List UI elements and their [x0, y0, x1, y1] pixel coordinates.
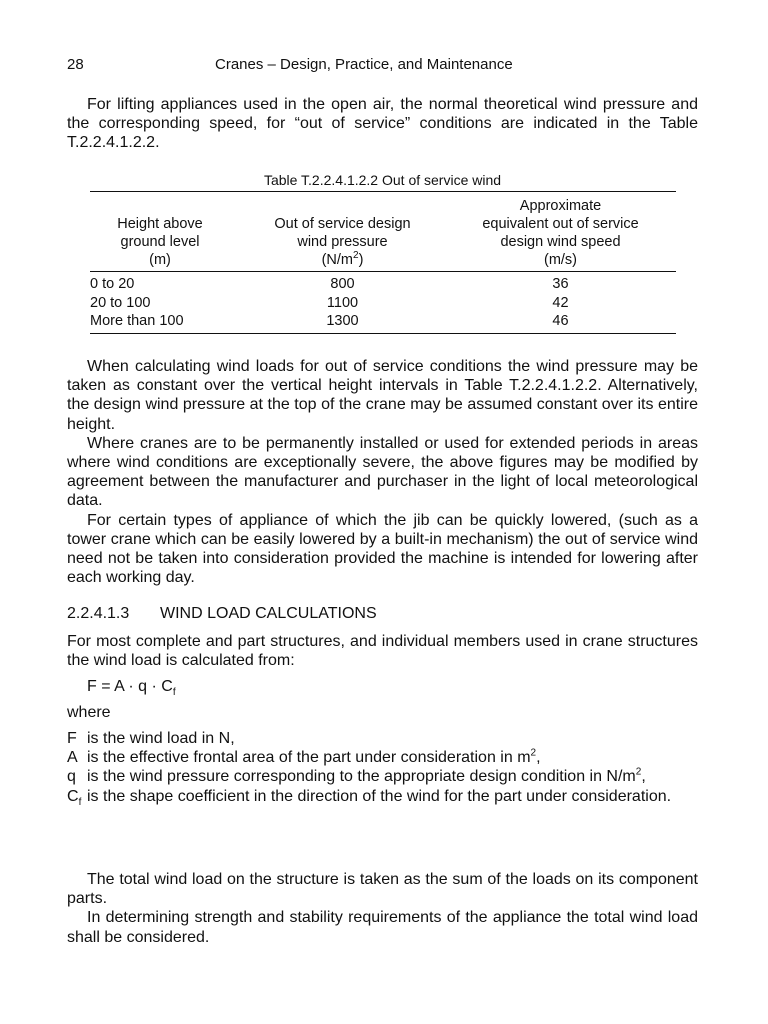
- table-row: [90, 294, 676, 313]
- header-height: Height above ground level (m): [117, 216, 203, 268]
- definition-symbol: F: [67, 730, 77, 747]
- cell-height: 20 to 100: [90, 294, 151, 311]
- cell-pressure: 800: [330, 276, 355, 292]
- where-label: where: [67, 704, 111, 721]
- intro-paragraph: For lifting appliances used in the open air, the normal theoretical wind pressure and the corresponding speed, for “out of service” conditions are indicated in the Table T.2.2.4.1.2.2.: [67, 96, 698, 152]
- cell-pressure: 1100: [326, 294, 359, 311]
- cell-pressure: 1300: [326, 313, 359, 329]
- definition-item: [67, 787, 698, 806]
- paragraph: Where cranes are to be permanently installed or used for extended periods in areas where wind conditions are exceptionally severe, the above figures may be modified by agreement between the manufacturer and purchaser in the light of local meteorological data.: [67, 434, 698, 510]
- definition-symbol: q: [67, 768, 76, 786]
- table-caption: Table T.2.2.4.1.2.2 Out of service wind: [263, 172, 502, 188]
- page-number: 28: [67, 56, 84, 73]
- section-intro: For most complete and part structures, and individual members used in crane structures the wind load is calculated from:: [67, 633, 698, 670]
- table-row: [90, 312, 676, 333]
- table-header-row: [90, 192, 676, 272]
- paragraph: When calculating wind loads for out of service conditions the wind pressure may be taken as constant over the vertical height intervals in Table T.2.2.4.1.2.2. Alternatively, the design wind pressure at the top of the crane may be assumed constant over its entire height.: [67, 358, 698, 433]
- header-pressure: Out of service design wind pressure $(N/m^2)$: [274, 216, 411, 268]
- paragraph: In determining strength and stability requirements of the appliance the total wind load shall be considered.: [67, 909, 698, 946]
- wind-load-formula: $F = A \cdot q \cdot C_f$: [87, 678, 176, 699]
- table-row: [90, 272, 676, 294]
- paragraph: For certain types of appliance of which the jib can be quickly lowered, (such as a tower crane which can be easily lowered by a built-in mechanism) the out of service wind need not be taken into consideration provided the machine is intended for lowering after each working day.: [67, 511, 698, 587]
- section-intro-block: [67, 632, 698, 670]
- closing-text: [67, 870, 698, 947]
- post-table-text: [67, 357, 698, 587]
- section-title: WIND LOAD CALCULATIONS: [160, 605, 377, 622]
- definition-symbol: $C_f$: [67, 787, 82, 808]
- definition-text: is the wind pressure corresponding to the appropriate design condition in $N/m^2$,: [87, 767, 646, 786]
- cell-speed: 36: [552, 276, 569, 292]
- definitions-list: [67, 729, 698, 806]
- wind-table: [90, 191, 676, 334]
- definition-text: is the shape coefficient in the direction of the wind for the part under consideration.: [87, 787, 672, 805]
- intro-block: [67, 95, 698, 153]
- definition-symbol: A: [67, 749, 78, 767]
- section-number: 2.2.4.1.3: [67, 605, 130, 622]
- book-title: Cranes – Design, Practice, and Maintenance: [215, 56, 513, 73]
- definition-item: [67, 729, 698, 748]
- paragraph: The total wind load on the structure is taken as the sum of the loads on its component parts.: [67, 871, 698, 908]
- cell-height: 0 to 20: [90, 276, 135, 292]
- cell-speed: 46: [552, 313, 569, 329]
- cell-height: More than 100: [90, 313, 184, 329]
- running-header: [67, 56, 700, 76]
- header-speed: Approximate equivalent out of service design wind speed (m/s): [482, 198, 639, 268]
- definition-item: [67, 767, 698, 786]
- definition-text: is the wind load in N,: [87, 730, 235, 747]
- section-heading: [67, 605, 377, 623]
- definition-item: [67, 748, 698, 767]
- cell-speed: 42: [552, 294, 569, 311]
- definition-text: is the effective frontal area of the part under consideration in $m^2$,: [87, 747, 541, 767]
